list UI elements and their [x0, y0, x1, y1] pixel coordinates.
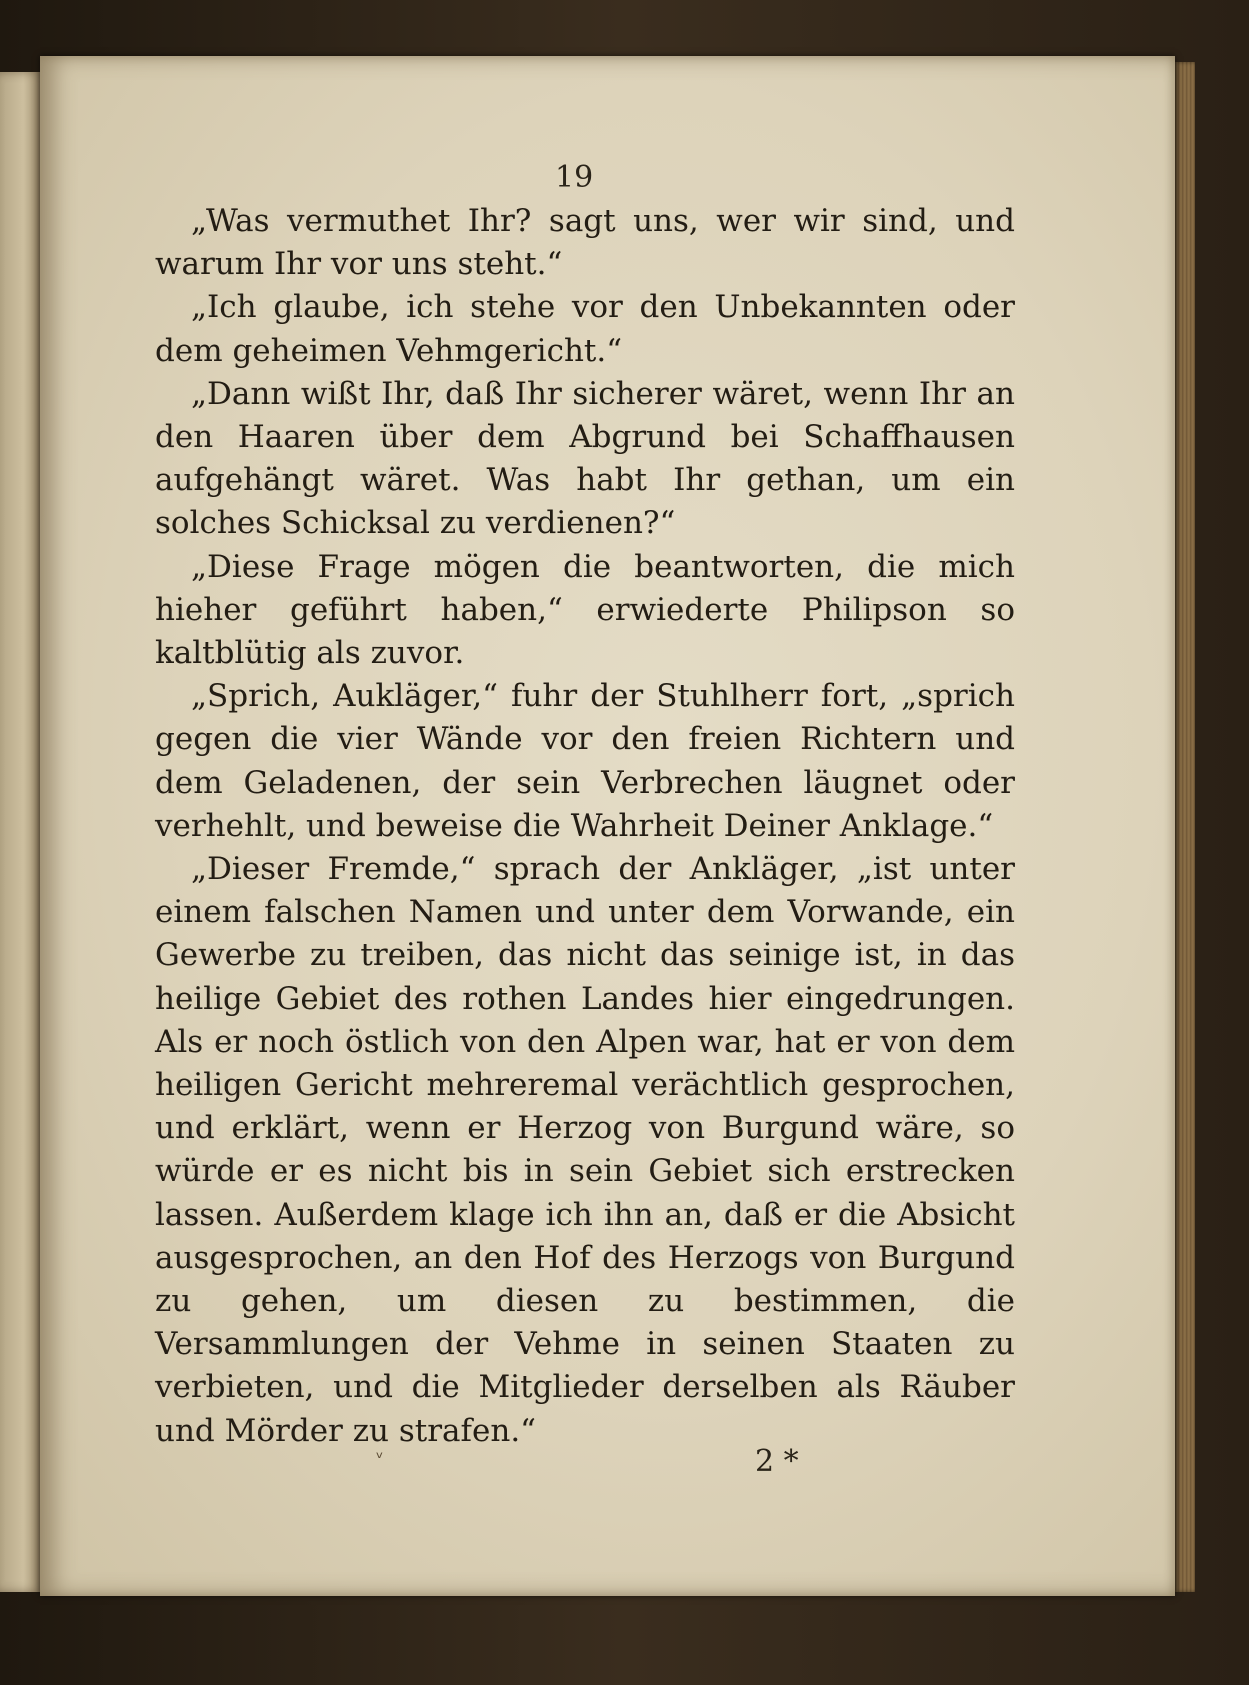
- paragraph: „Dann wißt Ihr, daß Ihr sicherer wäret, wenn Ihr an den Haaren über dem Abgrund bei Schaffhausen aufgehängt wäret. Was habt Ihr gethan, um ein solches Schicksal zu verdienen?“: [155, 375, 1015, 542]
- page-stack-edge: [1175, 62, 1195, 1592]
- body-text: [155, 200, 1015, 1453]
- paragraph: „Sprich, Aukläger,“ fuhr der Stuhlherr fort, „sprich gegen die vier Wände vor den freien Richtern und dem Geladenen, der sein Verbrechen läugnet oder verhehlt, und beweise die Wahrheit Deiner Anklage.“: [155, 678, 1015, 844]
- paragraph: „Dieser Fremde,“ sprach der Ankläger, „ist unter einem falschen Namen und unter dem Vorwande, ein Gewerbe zu treiben, das nicht das seinige ist, in das heilige Gebiet des rothen Landes hier eingedrungen. Als er noch östlich von den Alpen war, hat er von dem heiligen Gericht mehreremal verächtlich gesprochen, und erklärt, wenn er Herzog von Burgund wäre, so würde er es nicht bis in sein Gebiet sich erstrecken lassen. Außerdem klage ich ihn an, daß er die Absicht ausgesprochen, an den Hof des Herzogs von Burgund zu gehen, um diesen zu bestimmen, die Versammlungen der Vehme in seinen Staaten zu verbieten, und die Mitglieder derselben als Räuber und Mörder zu strafen.“: [155, 851, 1015, 1449]
- paragraph: „Was vermuthet Ihr? sagt uns, wer wir sind, und warum Ihr vor uns steht.“: [155, 203, 1015, 283]
- stray-mark: ᵛ: [376, 1448, 384, 1469]
- printer-signature: 2 *: [755, 1444, 799, 1479]
- paragraph: „Diese Frage mögen die beantworten, die mich hieher geführt haben,“ erwiederte Philipson so kaltblütig als zuvor.: [155, 548, 1015, 672]
- left-page-edge: [0, 72, 42, 1592]
- paragraph: „Ich glaube, ich stehe vor den Unbekannten oder dem geheimen Vehmgericht.“: [155, 289, 1015, 369]
- page-number: 19: [555, 160, 594, 195]
